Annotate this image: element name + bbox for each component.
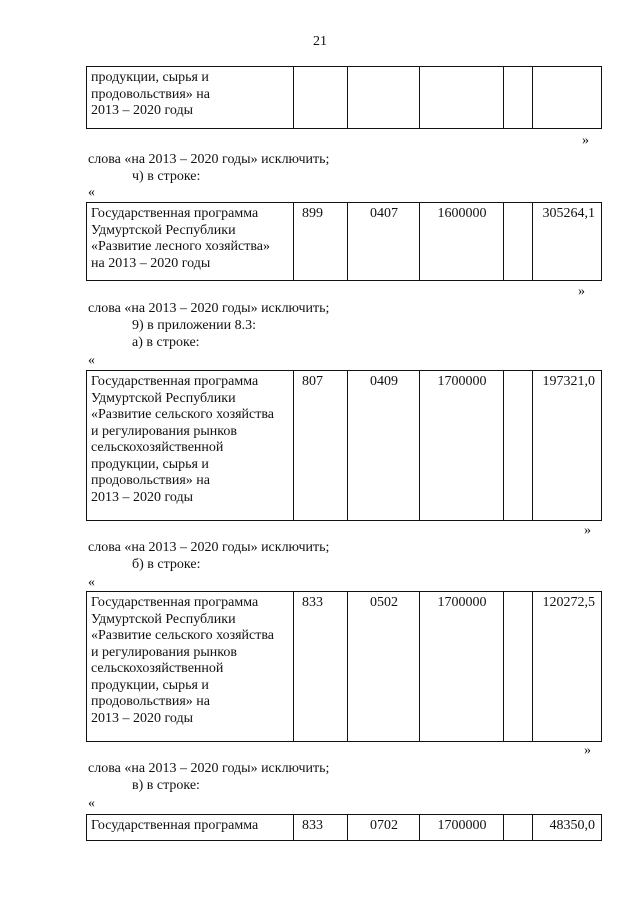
subitem-label: а) в строке:	[132, 335, 200, 350]
opening-quote: «	[88, 353, 95, 368]
program-name-line: 2013 – 2020 годы	[91, 103, 194, 118]
amount-cell: 305264,1	[533, 203, 602, 281]
program-name-line: Удмуртской Республики	[91, 611, 236, 627]
section-code-cell	[348, 67, 420, 129]
program-name-line: на 2013 – 2020 годы	[91, 255, 211, 271]
program-name-line: Удмуртской Республики	[91, 390, 236, 406]
program-name-line: продовольствия» на	[91, 473, 210, 488]
program-name-cell	[87, 815, 294, 841]
program-name-line: Удмуртской Республики	[91, 222, 236, 238]
program-name-line: Государственная программа	[91, 818, 259, 833]
closing-quote: »	[584, 743, 591, 758]
ministry-code-cell	[294, 67, 348, 129]
program-name-line: продукции, сырья и	[91, 456, 209, 472]
instruction-text: слова «на 2013 – 2020 годы» исключить;	[88, 761, 330, 776]
program-name-line: 2013 – 2020 годы	[91, 489, 194, 505]
program-name-line: Государственная программа	[91, 206, 259, 221]
instruction-text: слова «на 2013 – 2020 годы» исключить;	[88, 152, 330, 167]
program-name-line: Государственная программа	[91, 374, 259, 389]
closing-quote: »	[578, 284, 585, 299]
program-name-line: «Развитие лесного хозяйства»	[91, 239, 271, 254]
opening-quote: «	[88, 575, 95, 590]
table-row	[86, 202, 602, 281]
expense-type-cell	[504, 203, 533, 281]
ministry-code-cell: 833	[294, 815, 348, 841]
section-code-cell: 0502	[348, 592, 420, 742]
program-name-line: продовольствия» на	[91, 86, 210, 102]
section-code-cell: 0409	[348, 371, 420, 521]
table-row	[86, 814, 602, 841]
target-code-cell: 1700000	[420, 371, 504, 521]
amount-cell: 120272,5	[533, 592, 602, 742]
expense-type-cell	[504, 592, 533, 742]
expense-type-cell	[504, 67, 533, 129]
program-name-line: «Развитие сельского хозяйства	[91, 407, 275, 422]
program-name-line: Государственная программа	[91, 595, 259, 610]
amount-cell	[533, 67, 602, 129]
appendix-label: 9) в приложении 8.3:	[132, 318, 256, 333]
opening-quote: «	[88, 796, 95, 811]
program-name-line: продукции, сырья и	[91, 677, 209, 693]
program-name-line: сельскохозяйственной	[91, 440, 224, 455]
section-code-cell: 0407	[348, 203, 420, 281]
program-name-line: и регулирования рынков	[91, 423, 237, 439]
subitem-label: ч) в строке:	[132, 169, 201, 184]
target-code-cell: 1700000	[420, 592, 504, 742]
expense-type-cell	[504, 371, 533, 521]
program-name-line: и регулирования рынков	[91, 644, 237, 660]
program-name-line: продовольствия» на	[91, 694, 210, 709]
closing-quote: »	[584, 523, 591, 538]
table-row	[86, 66, 602, 129]
table-row	[86, 370, 602, 521]
target-code-cell	[420, 67, 504, 129]
opening-quote: «	[88, 185, 95, 200]
page-number: 21	[313, 34, 327, 49]
ministry-code-cell: 833	[294, 592, 348, 742]
instruction-text: слова «на 2013 – 2020 годы» исключить;	[88, 301, 330, 316]
ministry-code-cell: 807	[294, 371, 348, 521]
program-name-cell	[87, 592, 294, 742]
ministry-code-cell: 899	[294, 203, 348, 281]
subitem-label: в) в строке:	[132, 778, 200, 793]
program-name-line: 2013 – 2020 годы	[91, 710, 194, 726]
table-row	[86, 591, 602, 742]
expense-type-cell	[504, 815, 533, 841]
instruction-text: слова «на 2013 – 2020 годы» исключить;	[88, 540, 330, 555]
program-name-line: сельскохозяйственной	[91, 661, 224, 676]
program-name-cell	[87, 203, 294, 281]
section-code-cell: 0702	[348, 815, 420, 841]
target-code-cell: 1600000	[420, 203, 504, 281]
amount-cell: 197321,0	[533, 371, 602, 521]
target-code-cell: 1700000	[420, 815, 504, 841]
program-name-cell	[87, 67, 294, 129]
amount-cell: 48350,0	[533, 815, 602, 841]
closing-quote: »	[582, 133, 589, 148]
subitem-label: б) в строке:	[132, 557, 201, 572]
program-name-line: «Развитие сельского хозяйства	[91, 628, 275, 643]
program-name-cell	[87, 371, 294, 521]
program-name-line: продукции, сырья и	[91, 70, 209, 85]
